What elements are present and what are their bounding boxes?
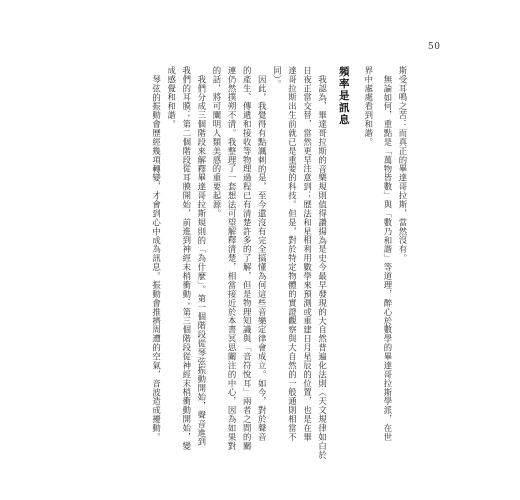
text-line: 連仍然撲朔不清。我整理了一套想法可望解釋清楚，相當接近於本書冥思關注的中心，因為如果對 <box>227 66 238 451</box>
text-line: 日夜正當交替，當然更早注意到；歷法和星相利用數學來預測或重建日月星辰的位置，也是在畢 <box>302 66 313 442</box>
text-line: 琴弦的振動會歷經幾項轉變，才會到心中成為訊息。振動會推擠周遭的空氣，音波造成擾動。 <box>151 74 162 442</box>
text-line: 無論如何，重點是「萬物皆數」與「數乃和諧」等道理，醉心於數學的畢達哥拉斯學派，在世 <box>382 74 393 442</box>
text-line: 因此，我覺得有點諷刺的是，至今還沒有完全搞懂為何這些音樂定律會成立。如今，對於聲音 <box>257 74 268 442</box>
text-line: 達哥拉斯出生前就已是重要的科技。但是，對於特定物體的實證觀察與大自然的一般通則相當不 <box>287 66 298 442</box>
text-line: 的話，將可闡明人類美感的重要起源。 <box>211 66 222 218</box>
text-line: 我認為，畢達哥拉斯的音樂規則值得讚揚為是史今最早發現的大自然普遍化法則（天文規律如白於 <box>317 74 328 460</box>
text-line: 斯受耳鳴之苦：而真正的畢達哥拉斯，當然沒有。 <box>398 66 408 263</box>
text-line: 同）。 <box>272 66 283 89</box>
vertical-text-body <box>149 66 411 466</box>
text-line: 我們分成三個階段來解釋畢達哥拉斯規則的「為什麼」。第一個階段從琴弦振動開始，聲音進到 <box>196 74 207 446</box>
page-number: 50 <box>428 42 441 52</box>
section-heading: 頻率是訊息 <box>337 66 350 126</box>
text-line: 我們的耳膜；第二個階段從耳膜開始，前進到神經末梢衝動；第三個階段從神經末梢衝動開始，變 <box>181 66 192 451</box>
text-line: 成感覺和和諧。 <box>166 66 177 129</box>
text-line: 界中處處看到和諧。 <box>363 66 374 147</box>
text-line: 的產生、傳遞和接收等物理過程已有清楚許多的了解，但是物理知識與「音符悅耳」兩者之間的關 <box>242 66 253 451</box>
